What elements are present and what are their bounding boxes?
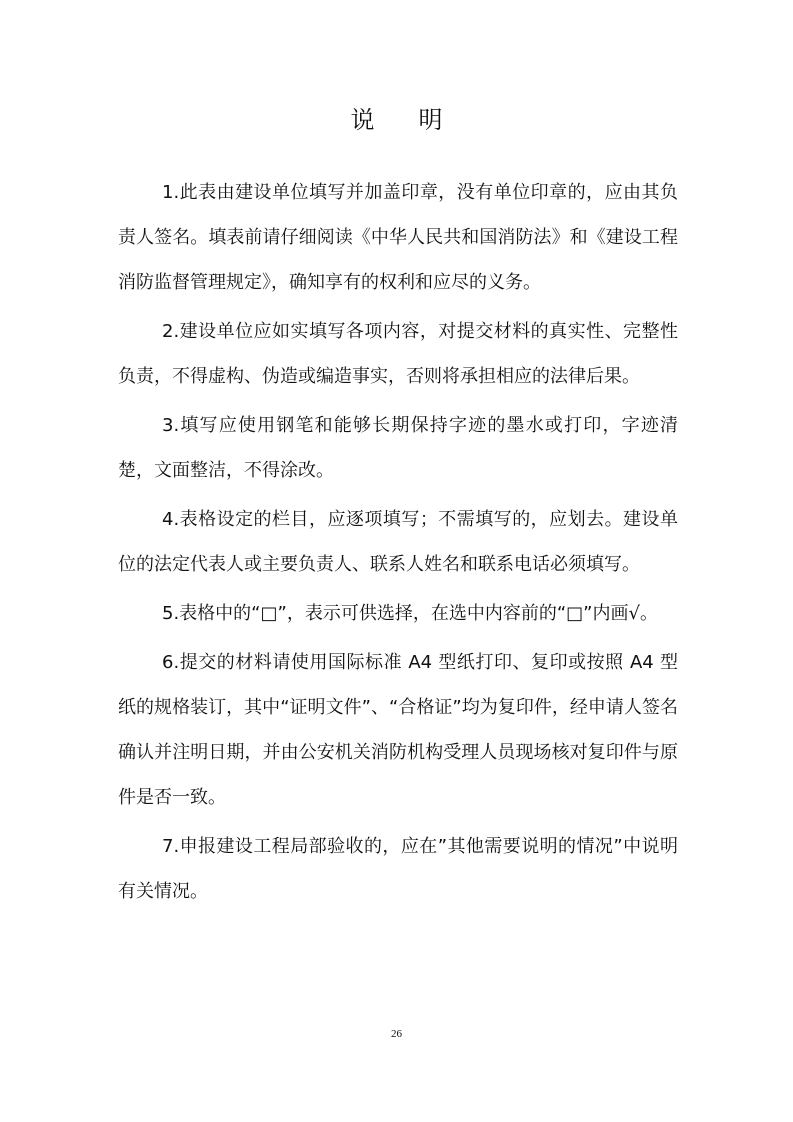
instructions-body xyxy=(118,170,678,918)
instruction-paragraph-5: 5.表格中的“□”，表示可供选择，在选中内容前的“□”内画√。 xyxy=(162,603,658,624)
instruction-paragraph-2: 2.建设单位应如实填写各项内容，对提交材料的真实性、完整性负责，不得虚构、伪造或编造事实，否则将承担相应的法律后果。 xyxy=(118,321,678,387)
page-title: 说明 xyxy=(350,106,487,134)
instruction-paragraph-7: 7.申报建设工程局部验收的，应在”其他需要说明的情况”中说明有关情况。 xyxy=(118,836,678,902)
instruction-paragraph-1: 1.此表由建设单位填写并加盖印章，没有单位印章的，应由其负责人签名。填表前请仔细阅读《中华人民共和国消防法》和《建设工程消防监督管理规定》，确知享有的权利和应尽的义务。 xyxy=(118,182,678,293)
page-number: 26 xyxy=(391,1028,402,1040)
instruction-paragraph-3: 3.填写应使用钢笔和能够长期保持字迹的墨水或打印，字迹清楚，文面整洁，不得涂改。 xyxy=(118,415,678,481)
instruction-paragraph-6: 6.提交的材料请使用国际标准 A4 型纸打印、复印或按照 A4 型纸的规格装订，其中“证明文件”、“合格证”均为复印件，经申请人签名确认并注明日期，并由公安机关消防机构受理人员现场核对复印件与原件是否一致。 xyxy=(118,652,678,808)
instruction-paragraph-4: 4.表格设定的栏目，应逐项填写；不需填写的，应划去。建设单位的法定代表人或主要负责人、联系人姓名和联系电话必须填写。 xyxy=(118,509,678,575)
